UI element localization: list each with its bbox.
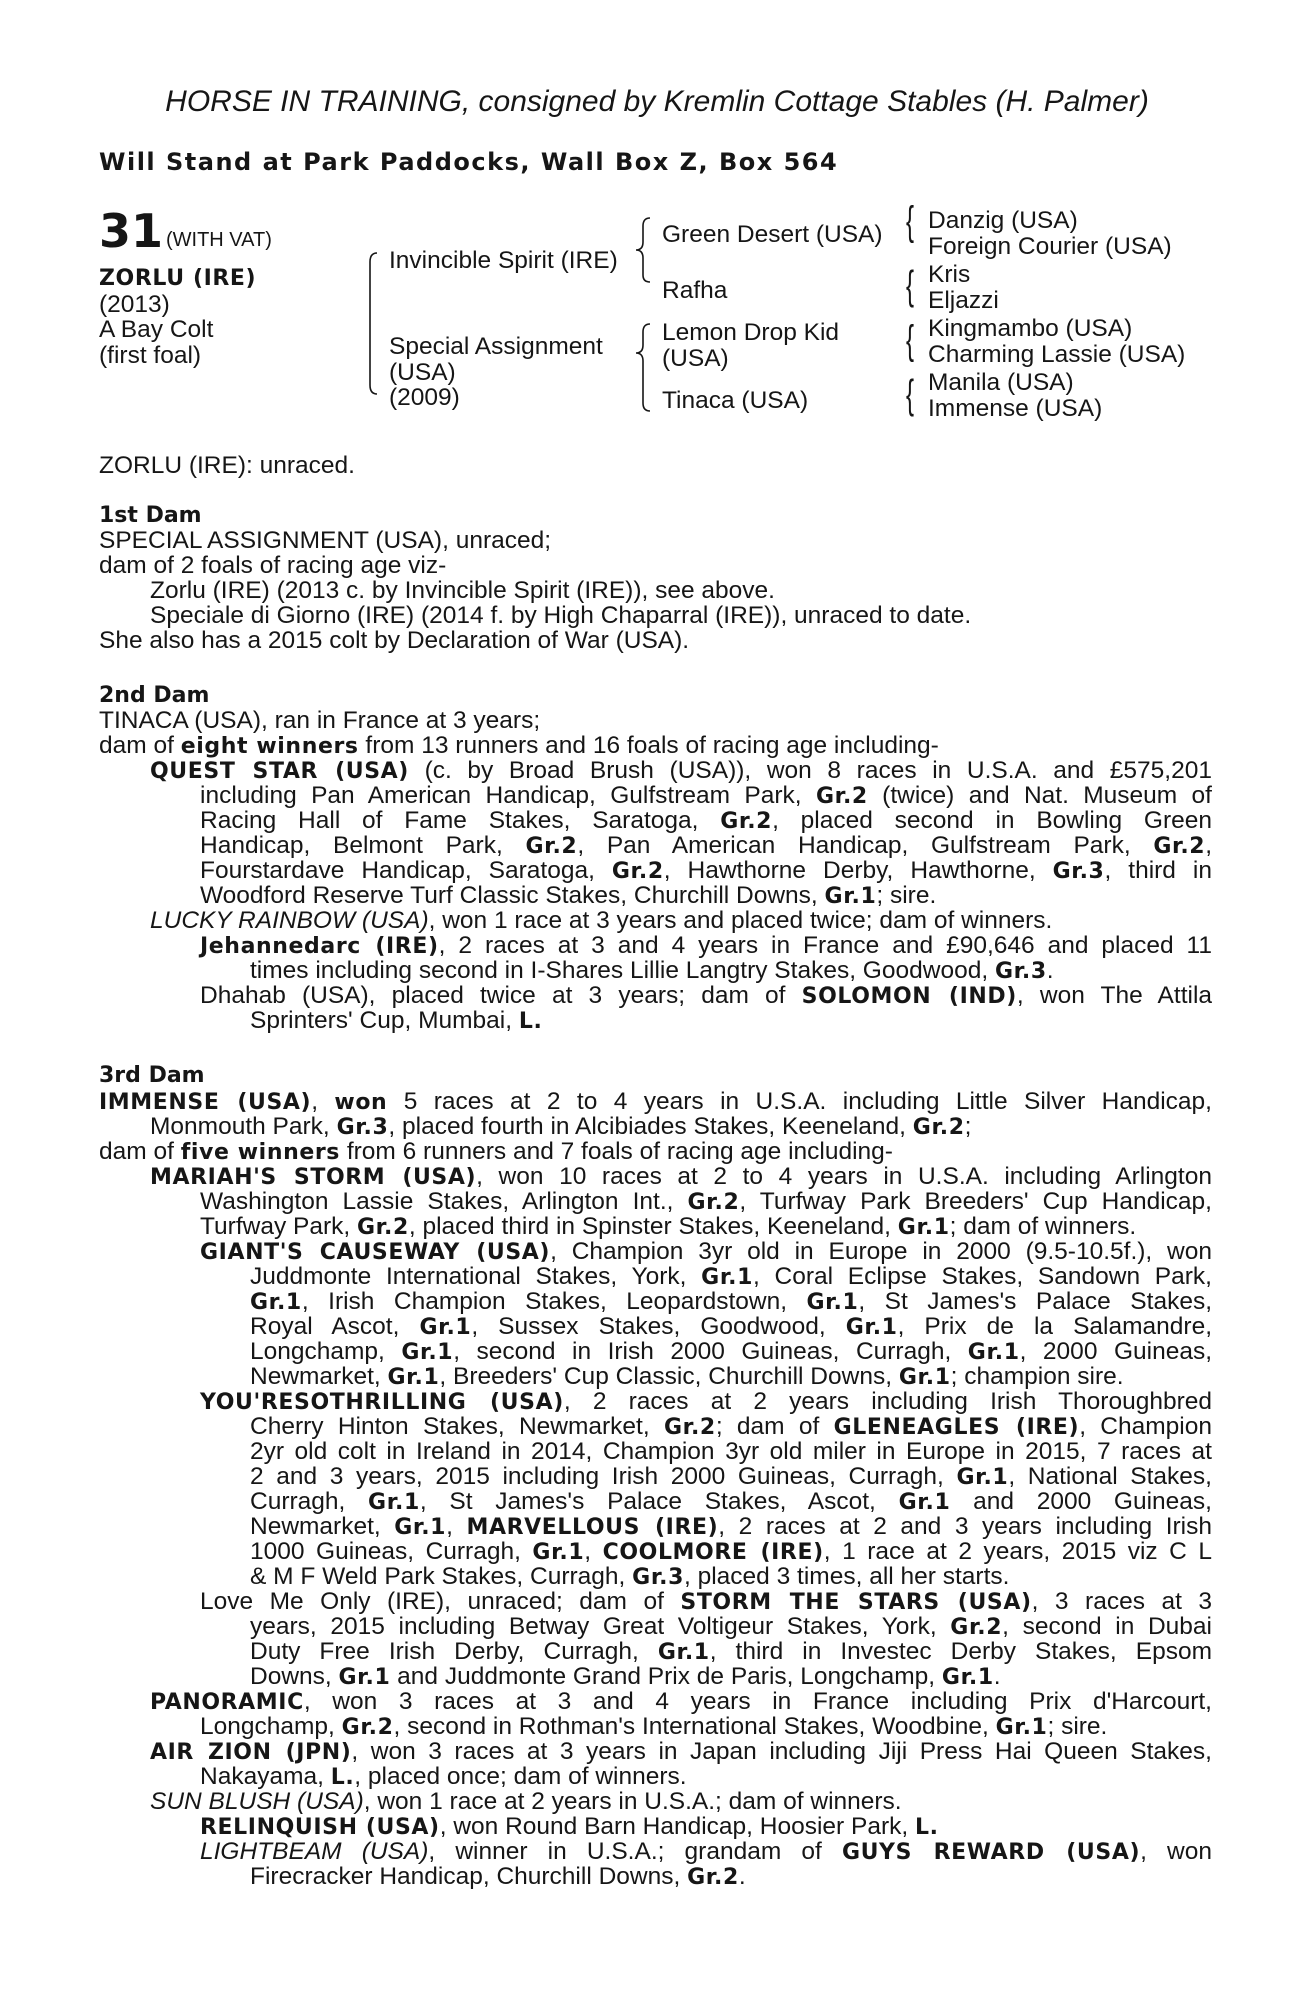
text-run: , placed third in Spinster Stakes, Keeneland,: [408, 1213, 898, 1240]
horse-name-bold: Gr.2: [815, 784, 868, 809]
horse-note: (first foal): [99, 341, 202, 369]
text-run: (twice) and Nat. Museum of: [867, 782, 1212, 809]
text-run: .: [1046, 957, 1054, 984]
horse-name-bold: Gr.1: [967, 1340, 1020, 1365]
text-run: including Pan American Handicap, Gulfstream Park,: [200, 782, 816, 809]
text-run: , Champion: [1079, 1413, 1212, 1440]
horse-name: ZORLU (IRE): [99, 266, 257, 291]
italic-name: SUN BLUSH (USA): [150, 1788, 364, 1815]
third-dam-heading: 3rd Dam: [99, 1063, 205, 1088]
text-run: Firecracker Handicap, Churchill Downs,: [250, 1863, 688, 1890]
dam3-line: [200, 1213, 1136, 1241]
horse-name-bold: Gr.1: [250, 1290, 302, 1315]
text-run: Curragh,: [250, 1488, 369, 1515]
horse-name-bold: Gr.1: [532, 1540, 585, 1565]
sire-dam-bracket: [370, 253, 377, 394]
text-run: , third in: [1104, 857, 1212, 884]
horse-name-bold: GUYS REWARD (USA): [841, 1840, 1141, 1865]
horse-name-bold: Gr.1: [394, 1515, 447, 1540]
text-run: , placed second in Bowling Green: [772, 807, 1212, 834]
dam3-line: [200, 1813, 939, 1841]
dam2-line: [200, 882, 936, 910]
horse-name-bold: YOU'RESOTHRILLING (USA): [200, 1390, 564, 1415]
sire-bracket: [636, 218, 650, 282]
dam3-line: [200, 1713, 1107, 1741]
horse-name-bold: PANORAMIC: [150, 1690, 304, 1715]
horse-name-bold: Gr.1: [701, 1265, 753, 1290]
italic-name: LUCKY RAINBOW (USA): [150, 907, 429, 934]
horse-name-bold: MARVELLOUS (IRE): [466, 1515, 719, 1540]
horse-name-bold: Gr.2: [720, 809, 773, 834]
text-run: Royal Ascot,: [250, 1313, 420, 1340]
first-dam-line: SPECIAL ASSIGNMENT (USA), unraced;: [99, 527, 552, 554]
gg-7: Manila (USA): [928, 369, 1074, 396]
text-run: .: [738, 1863, 746, 1890]
text-run: ,: [1205, 832, 1212, 859]
text-run: , Coral Eclipse Stakes, Sandown Park,: [753, 1263, 1212, 1290]
horse-name-bold: Gr.2: [357, 1215, 409, 1240]
dam-dam: Tinaca (USA): [662, 387, 809, 414]
gg-5: Kingmambo (USA): [928, 315, 1133, 342]
text-run: Downs,: [250, 1663, 339, 1690]
text-run: Longchamp,: [200, 1713, 342, 1740]
text-run: Longchamp,: [250, 1338, 402, 1365]
horse-name-bold: Gr.1: [401, 1340, 454, 1365]
dam3-line: [250, 1638, 1212, 1666]
text-run: Cherry Hinton Stakes, Newmarket,: [250, 1413, 664, 1440]
gg-6: Charming Lassie (USA): [928, 340, 1186, 368]
text-run: and Juddmonte Grand Prix de Paris, Longchamp,: [390, 1663, 942, 1690]
horse-name-bold: L.: [330, 1765, 355, 1790]
horse-name-bold: AIR ZION (JPN): [150, 1740, 352, 1765]
page-title: HORSE IN TRAINING, consigned by Kremlin Cottage Stables (H. Palmer): [165, 85, 1149, 118]
dam3-line: [250, 1538, 1212, 1566]
dam3-line: [250, 1363, 1124, 1391]
dam3-line: [200, 1188, 1212, 1216]
first-dam-heading: 1st Dam: [99, 503, 202, 528]
text-run: Newmarket,: [250, 1513, 395, 1540]
text-run: Newmarket,: [250, 1363, 388, 1390]
dam2-line: [200, 782, 1212, 810]
dam3-line: [250, 1263, 1212, 1291]
text-run: , 2 races at 2 years including Irish Thoroughbred: [563, 1388, 1212, 1415]
text-run: , Prix de la Salamandre,: [897, 1313, 1213, 1340]
text-run: , 2 races at 2 and 3 years including Irish: [718, 1513, 1212, 1540]
dam2-line: [150, 907, 1052, 935]
text-run: ,: [311, 1088, 335, 1115]
text-run: , won 1 race at 2 years in U.S.A.; dam of winners.: [363, 1788, 902, 1815]
text-run: dam of: [99, 1138, 181, 1165]
gg-1: Danzig (USA): [928, 207, 1078, 234]
dam3-line: [99, 1088, 1212, 1116]
text-run: Nakayama,: [200, 1763, 331, 1790]
text-run: 1000 Guineas, Curragh,: [250, 1538, 533, 1565]
text-run: ; dam of winners.: [949, 1213, 1137, 1240]
horse-name-bold: Gr.2: [1153, 834, 1206, 859]
dam-sire: [662, 320, 839, 371]
text-run: , second in Rothman's International Stakes, Woodbine,: [393, 1713, 996, 1740]
text-run: from 6 runners and 7 foals of racing age including-: [340, 1138, 893, 1165]
text-run: , 3 races at 3: [1031, 1588, 1212, 1615]
text-run: ; dam of: [715, 1413, 834, 1440]
gg-8: Immense (USA): [928, 394, 1103, 422]
text-run: TINACA (USA), ran in France at 3 years;: [99, 707, 541, 734]
text-run: , St James's Palace Stakes, Ascot,: [419, 1488, 899, 1515]
text-run: , Sussex Stakes, Goodwood,: [471, 1313, 846, 1340]
text-run: , National Stakes,: [1008, 1463, 1212, 1490]
text-run: Fourstardave Handicap, Saratoga,: [200, 857, 612, 884]
dam3-line: [99, 1138, 893, 1166]
text-run: , won 3 races at 3 years in Japan including Jiji Press Hai Queen Stakes,: [351, 1738, 1212, 1765]
dam-bracket: [636, 324, 650, 411]
horse-name-bold: Gr.1: [898, 1490, 951, 1515]
dam-line-3: (2009): [389, 384, 460, 411]
text-run: ; sire.: [1047, 1713, 1108, 1740]
brace-3: {: [906, 318, 915, 364]
horse-name-bold: Gr.1: [338, 1665, 391, 1690]
text-run: and 2000 Guineas,: [950, 1488, 1212, 1515]
dam2-line: [250, 957, 1054, 985]
horse-name-bold: GIANT'S CAUSEWAY (USA): [200, 1240, 551, 1265]
text-run: , Turfway Park Breeders' Cup Handicap,: [739, 1188, 1212, 1215]
gg-3: Kris: [928, 261, 971, 288]
text-run: years, 2015 including Betway Great Voltigeur Stakes, York,: [250, 1613, 951, 1640]
text-run: , Hawthorne Derby, Hawthorne,: [663, 857, 1053, 884]
text-run: Monmouth Park,: [150, 1113, 337, 1140]
dam3-line: [250, 1463, 1212, 1491]
text-run: Dhahab (USA), placed twice at 3 years; dam of: [200, 982, 802, 1009]
dam3-line: [150, 1113, 971, 1141]
dam-line-1: Special Assignment: [389, 333, 603, 360]
race-record: ZORLU (IRE): unraced.: [99, 452, 355, 479]
text-run: dam of: [99, 732, 181, 759]
dam3-line: [250, 1313, 1212, 1341]
text-run: ; sire.: [876, 882, 937, 909]
first-dam-line: She also has a 2015 colt by Declaration of War (USA).: [99, 627, 690, 654]
dam3-line: [200, 1388, 1212, 1416]
horse-name-bold: Jehannedarc (IRE): [200, 934, 439, 959]
horse-name-bold: won: [334, 1090, 388, 1115]
text-run: (c. by Broad Brush (USA)), won 8 races in U.S.A. and £575,201: [408, 757, 1212, 784]
dam3-line: [250, 1863, 746, 1891]
dam3-line: [250, 1613, 1212, 1641]
text-run: , winner in U.S.A.; grandam of: [428, 1838, 842, 1865]
text-run: & M F Weld Park Stakes, Curragh,: [250, 1563, 633, 1590]
text-run: Washington Lassie Stakes, Arlington Int.,: [200, 1188, 688, 1215]
italic-name: LIGHTBEAM (USA): [200, 1838, 429, 1865]
dam-sire-line-1: Lemon Drop Kid: [662, 319, 840, 346]
text-run: , Pan American Handicap, Gulfstream Park,: [577, 832, 1154, 859]
dam2-line: [200, 832, 1212, 860]
horse-name-bold: Gr.1: [897, 1215, 950, 1240]
first-dam-line: dam of 2 foals of racing age viz-: [99, 552, 447, 579]
dam3-line: [250, 1663, 1001, 1691]
text-run: , Breeders' Cup Classic, Churchill Downs,: [439, 1363, 899, 1390]
horse-name-bold: RELINQUISH (USA): [200, 1815, 440, 1840]
dam3-line: [250, 1413, 1212, 1441]
horse-name-bold: Gr.2: [912, 1115, 965, 1140]
text-run: , 2000 Guineas,: [1019, 1338, 1213, 1365]
horse-name-bold: Gr.1: [824, 884, 877, 909]
sire: Invincible Spirit (IRE): [389, 247, 618, 274]
dam3-line: [250, 1563, 1009, 1591]
horse-name-bold: Gr.1: [368, 1490, 420, 1515]
horse-name-bold: L.: [914, 1815, 939, 1840]
horse-name-bold: Gr.1: [898, 1365, 951, 1390]
text-run: , won: [1140, 1838, 1212, 1865]
brace-2: {: [906, 263, 915, 309]
dam3-line: [250, 1438, 1212, 1466]
dam3-line: [250, 1513, 1212, 1541]
horse-name-bold: Gr.3: [632, 1565, 684, 1590]
dam2-line: [200, 982, 1212, 1010]
dam2-line: [150, 757, 1212, 785]
text-run: , won 3 races at 3 and 4 years in France including Prix d'Harcourt,: [303, 1688, 1212, 1715]
horse-name-bold: Gr.1: [419, 1315, 472, 1340]
text-run: , won The Attila: [1016, 982, 1213, 1009]
text-run: , placed fourth in Alcibiades Stakes, Keeneland,: [388, 1113, 913, 1140]
text-run: Love Me Only (IRE), unraced; dam of: [200, 1588, 681, 1615]
text-run: , placed 3 times, all her starts.: [684, 1563, 1010, 1590]
dam3-line: [250, 1338, 1212, 1366]
dam: [389, 334, 603, 411]
horse-name-bold: Gr.3: [336, 1115, 389, 1140]
dam3-line: [200, 1238, 1212, 1266]
horse-name-bold: Gr.1: [845, 1315, 898, 1340]
text-run: ; champion sire.: [950, 1363, 1124, 1390]
gg-4: Eljazzi: [928, 286, 999, 314]
horse-year: (2013): [99, 290, 170, 318]
location-line: Will Stand at Park Paddocks, Wall Box Z, Box 564: [99, 148, 839, 176]
text-run: 2yr old colt in Ireland in 2014, Champion 3yr old miler in Europe in 2015, 7 races at: [250, 1438, 1212, 1465]
horse-name-bold: Gr.3: [994, 959, 1047, 984]
text-run: , 2 races at 3 and 4 years in France and £90,646 and placed 11: [438, 932, 1212, 959]
horse-name-bold: eight winners: [180, 734, 359, 759]
text-run: Racing Hall of Fame Stakes, Saratoga,: [200, 807, 721, 834]
horse-name-bold: MARIAH'S STORM (USA): [150, 1165, 477, 1190]
dam3-line: [250, 1488, 1212, 1516]
dam2-line: [99, 732, 939, 760]
dam2-line: [200, 807, 1212, 835]
text-run: , third in Investec Derby Stakes, Epsom: [709, 1638, 1213, 1665]
horse-name-bold: Gr.1: [956, 1465, 1009, 1490]
dam3-line: [200, 1838, 1212, 1866]
text-run: , Irish Champion Stakes, Leopardstown,: [301, 1288, 807, 1315]
dam3-line: [150, 1788, 902, 1816]
dam3-line: [150, 1163, 1212, 1191]
dam3-line: [150, 1688, 1212, 1716]
text-run: , won 1 race at 3 years and placed twice; dam of winners.: [428, 907, 1053, 934]
text-run: , second in Dubai: [1002, 1613, 1212, 1640]
horse-name-bold: Gr.1: [657, 1640, 710, 1665]
horse-name-bold: STORM THE STARS (USA): [680, 1590, 1032, 1615]
horse-name-bold: Gr.2: [341, 1715, 394, 1740]
text-run: Sprinters' Cup, Mumbai,: [250, 1007, 519, 1034]
horse-name-bold: GLENEAGLES (IRE): [833, 1415, 1080, 1440]
dam2-line: [200, 857, 1212, 885]
horse-name-bold: five winners: [180, 1140, 341, 1165]
great-grandparents: [928, 208, 1185, 421]
brace-1: {: [906, 199, 915, 245]
horse-description: A Bay Colt: [99, 316, 214, 343]
text-run: times including second in I-Shares Lillie Langtry Stakes, Goodwood,: [250, 957, 995, 984]
vat-note: (WITH VAT): [166, 229, 272, 251]
horse-name-bold: QUEST STAR (USA): [150, 759, 409, 784]
text-run: Juddmonte International Stakes, York,: [250, 1263, 702, 1290]
horse-name-bold: Gr.1: [806, 1290, 859, 1315]
dam-line-2: (USA): [389, 358, 456, 386]
text-run: Handicap, Belmont Park,: [200, 832, 526, 859]
horse-name-bold: Gr.1: [995, 1715, 1048, 1740]
dam3-line: [250, 1288, 1212, 1316]
text-run: 2 and 3 years, 2015 including Irish 2000 Guineas, Curragh,: [250, 1463, 957, 1490]
first-dam-line: Zorlu (IRE) (2013 c. by Invincible Spirit (IRE)), see above.: [150, 577, 775, 604]
text-run: , won 10 races at 2 to 4 years in U.S.A. including Arlington: [476, 1163, 1212, 1190]
text-run: 5 races at 2 to 4 years in U.S.A. including Little Silver Handicap,: [387, 1088, 1212, 1115]
lot-number: 31: [99, 204, 164, 258]
horse-name-bold: L.: [518, 1009, 543, 1034]
horse-name-bold: Gr.2: [687, 1190, 740, 1215]
dam2-line: [200, 932, 1212, 960]
text-run: , won Round Barn Handicap, Hoosier Park,: [439, 1813, 915, 1840]
text-run: , 1 race at 2 years, 2015 viz C L: [823, 1538, 1212, 1565]
text-run: ;: [964, 1113, 972, 1140]
horse-name-bold: Gr.2: [687, 1865, 739, 1890]
horse-name-bold: Gr.1: [941, 1665, 994, 1690]
text-run: .: [993, 1663, 1001, 1690]
first-dam-line: Speciale di Giorno (IRE) (2014 f. by High Chaparral (IRE)), unraced to date.: [150, 602, 972, 629]
horse-name-bold: Gr.2: [663, 1415, 716, 1440]
horse-name-bold: Gr.1: [387, 1365, 440, 1390]
dam3-line: [150, 1738, 1212, 1766]
horse-name-bold: COOLMORE (IRE): [602, 1540, 824, 1565]
text-run: ,: [584, 1538, 603, 1565]
second-dam-heading: 2nd Dam: [99, 683, 210, 708]
text-run: ,: [446, 1513, 467, 1540]
text-run: Duty Free Irish Derby, Curragh,: [250, 1638, 658, 1665]
sire-dam: Rafha: [662, 277, 728, 304]
dam2-line: [250, 1007, 542, 1035]
horse-name-bold: Gr.2: [525, 834, 578, 859]
horse-name-bold: Gr.2: [611, 859, 664, 884]
text-run: , second in Irish 2000 Guineas, Curragh,: [453, 1338, 968, 1365]
text-run: Woodford Reserve Turf Classic Stakes, Churchill Downs,: [200, 882, 825, 909]
text-run: , Champion 3yr old in Europe in 2000 (9.5-10.5f.), won: [550, 1238, 1213, 1265]
sire-sire: Green Desert (USA): [662, 221, 883, 248]
horse-name-bold: Gr.2: [950, 1615, 1003, 1640]
text-run: Turfway Park,: [200, 1213, 358, 1240]
text-run: from 13 runners and 16 foals of racing age including-: [358, 732, 939, 759]
gg-braces: [906, 199, 914, 418]
brace-4: {: [906, 372, 915, 418]
horse-name-bold: SOLOMON (IND): [801, 984, 1017, 1009]
dam2-line: [99, 707, 540, 735]
horse-name-bold: IMMENSE (USA): [99, 1090, 312, 1115]
horse-name-bold: Gr.3: [1052, 859, 1105, 884]
dam3-line: [200, 1588, 1212, 1616]
text-run: , St James's Palace Stakes,: [858, 1288, 1212, 1315]
dam-sire-line-2: (USA): [662, 344, 729, 372]
dam3-line: [200, 1763, 687, 1791]
gg-2: Foreign Courier (USA): [928, 232, 1172, 260]
text-run: , placed once; dam of winners.: [354, 1763, 687, 1790]
